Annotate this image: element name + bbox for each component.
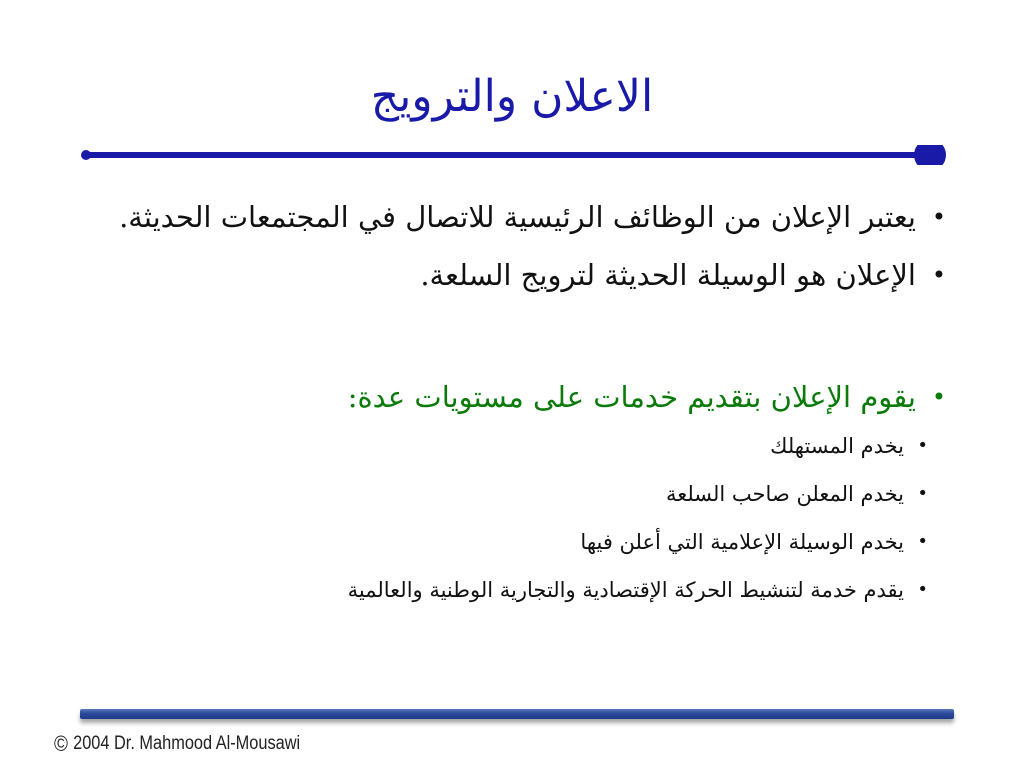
title-rule-left-dot <box>81 150 91 160</box>
sub-bullet-item: • يقدم خدمة لتنشيط الحركة الإقتصادية والتجارية الوطنية والعالمية <box>46 566 928 614</box>
copyright-text: 2004 Dr. Mahmood Al-Mousawi <box>73 733 301 754</box>
copyright <box>54 731 300 757</box>
highlight-bullet: • يقوم الإعلان بتقديم خدمات على مستويات عدة: <box>46 368 946 426</box>
sub-bullet-item: • يخدم الوسيلة الإعلامية التي أعلن فيها <box>46 518 928 566</box>
sub-bullet-item: • يخدم المعلن صاحب السلعة <box>46 470 928 518</box>
bullet-item: • يعتبر الإعلان من الوظائف الرئيسية للاتصال في المجتمعات الحديثة. <box>46 188 946 246</box>
title-rule <box>80 145 950 165</box>
title-rule-right-dot <box>914 145 946 165</box>
footer-bar <box>80 709 954 719</box>
slide-title: الاعلان والترويج <box>370 71 654 122</box>
sub-bullet-list <box>46 422 928 614</box>
sub-bullet-item: • يخدم المستهلك <box>46 422 928 470</box>
bullet-item: • الإعلان هو الوسيلة الحديثة لترويج السلعة. <box>46 246 946 304</box>
copyright-icon: © <box>54 731 68 756</box>
bullet-list <box>46 188 946 614</box>
